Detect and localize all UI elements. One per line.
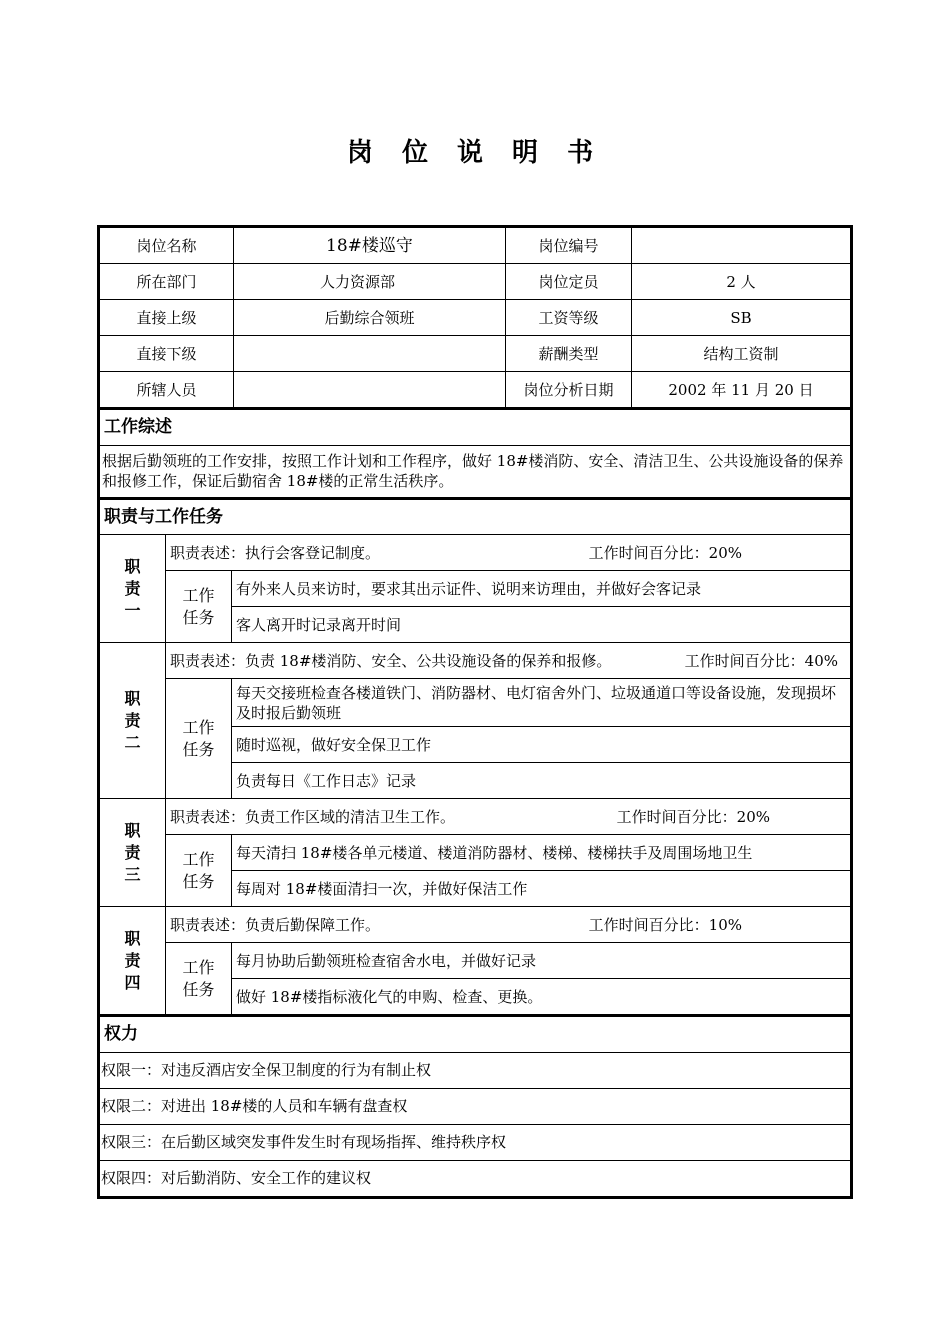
job-description-form — [97, 225, 853, 1199]
authority-item: 权限一：对违反酒店安全保卫制度的行为有制止权 — [100, 1052, 851, 1088]
label-position-name: 岗位名称 — [100, 228, 234, 264]
duty-percent: 工作时间百分比：20% — [616, 807, 770, 826]
value-staff — [234, 372, 506, 408]
duty-percent: 工作时间百分比：20% — [588, 543, 742, 562]
info-row — [100, 228, 851, 264]
info-row — [100, 336, 851, 372]
authority-table — [99, 1015, 851, 1197]
label-headcount: 岗位定员 — [506, 264, 632, 300]
value-position-code — [632, 228, 851, 264]
info-row — [100, 300, 851, 336]
label-supervisor: 直接上级 — [100, 300, 234, 336]
task-item: 每周对 18#楼面清扫一次，并做好保洁工作 — [232, 871, 851, 907]
task-item: 随时巡视，做好安全保卫工作 — [232, 727, 851, 763]
value-analysis-date: 2002 年 11 月 20 日 — [632, 372, 851, 408]
duty-statement: 职责表述：负责工作区域的清洁卫生工作。 — [170, 807, 456, 826]
task-item: 客人离开时记录离开时间 — [232, 607, 851, 643]
label-subordinate: 直接下级 — [100, 336, 234, 372]
overview-table — [99, 408, 851, 498]
overview-text: 根据后勤领班的工作安排，按照工作计划和工作程序，做好 18#楼消防、安全、清洁卫生、公共设施设备的保养和报修工作，保证后勤宿舍 18#楼的正常生活秩序。 — [100, 445, 851, 497]
duty-statement: 职责表述：负责 18#楼消防、安全、公共设施设备的保养和报修。 — [170, 651, 612, 670]
task-item: 做好 18#楼指标液化气的申购、检查、更换。 — [232, 979, 851, 1015]
label-department: 所在部门 — [100, 264, 234, 300]
overview-heading: 工作综述 — [100, 409, 851, 445]
duties-heading: 职责与工作任务 — [100, 499, 851, 535]
label-position-code: 岗位编号 — [506, 228, 632, 264]
duty-percent: 工作时间百分比：10% — [588, 915, 742, 934]
value-headcount: 2 人 — [632, 264, 851, 300]
task-label: 工作任务 — [166, 835, 232, 907]
duty-label: 职责三 — [100, 799, 166, 907]
task-item: 每天交接班检查各楼道铁门、消防器材、电灯宿舍外门、垃圾通道口等设备设施，发现损坏及时报后勤领班 — [232, 679, 851, 727]
task-label: 工作任务 — [166, 679, 232, 799]
label-staff: 所辖人员 — [100, 372, 234, 408]
task-item: 有外来人员来访时，要求其出示证件、说明来访理由，并做好会客记录 — [232, 571, 851, 607]
authority-item: 权限二：对进出 18#楼的人员和车辆有盘查权 — [100, 1088, 851, 1124]
task-item: 负责每日《工作日志》记录 — [232, 763, 851, 799]
authority-item: 权限三：在后勤区域突发事件发生时有现场指挥、维持秩序权 — [100, 1124, 851, 1160]
info-row — [100, 264, 851, 300]
label-salary-grade: 工资等级 — [506, 300, 632, 336]
duty-statement: 职责表述：执行会客登记制度。 — [170, 543, 381, 562]
value-salary-grade: SB — [632, 300, 851, 336]
duty-percent: 工作时间百分比：40% — [684, 651, 838, 670]
label-analysis-date: 岗位分析日期 — [506, 372, 632, 408]
task-label: 工作任务 — [166, 943, 232, 1015]
info-row — [100, 372, 851, 408]
duty-statement: 职责表述：负责后勤保障工作。 — [170, 915, 381, 934]
duty-label: 职责四 — [100, 907, 166, 1015]
basic-info-table — [99, 227, 851, 408]
authority-item: 权限四：对后勤消防、安全工作的建议权 — [100, 1160, 851, 1196]
duties-table — [99, 498, 851, 1016]
value-department: 人力资源部 — [234, 264, 506, 300]
value-position-name: 18#楼巡守 — [234, 228, 506, 264]
authority-heading: 权力 — [100, 1016, 851, 1052]
duty-label: 职责一 — [100, 535, 166, 643]
page-title: 岗 位 说 明 书 — [346, 138, 604, 168]
task-item: 每月协助后勤领班检查宿舍水电，并做好记录 — [232, 943, 851, 979]
duty-label: 职责二 — [100, 643, 166, 799]
task-label: 工作任务 — [166, 571, 232, 643]
task-item: 每天清扫 18#楼各单元楼道、楼道消防器材、楼梯、楼梯扶手及周围场地卫生 — [232, 835, 851, 871]
label-pay-type: 薪酬类型 — [506, 336, 632, 372]
value-subordinate — [234, 336, 506, 372]
value-supervisor: 后勤综合领班 — [234, 300, 506, 336]
value-pay-type: 结构工资制 — [632, 336, 851, 372]
